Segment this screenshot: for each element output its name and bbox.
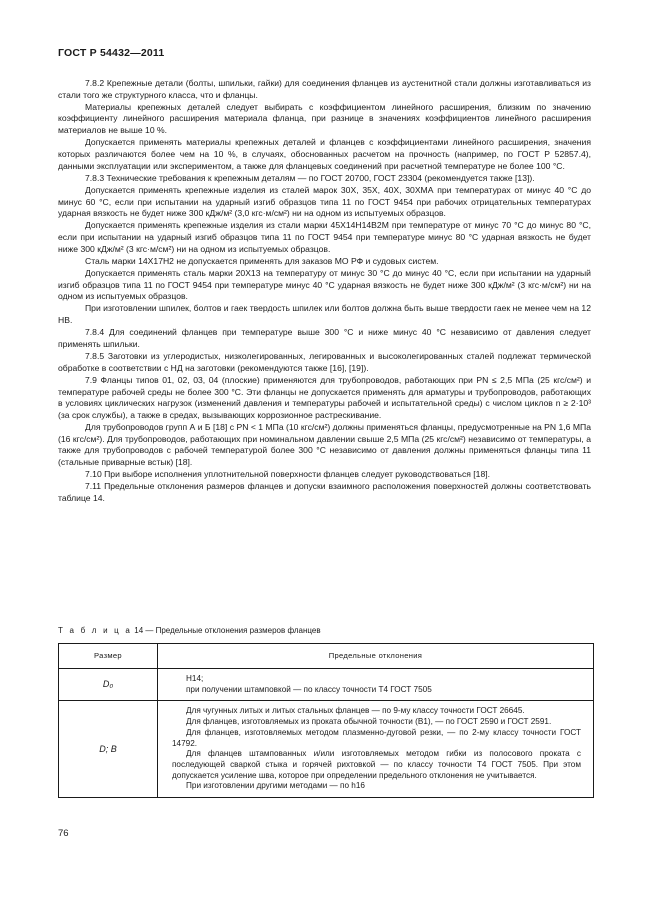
paragraph: Материалы крепежных деталей следует выбирать с коэффициентом линейного расширения, близким по значению коэффициенту линейного расширения материала фланца, при разнице в значениях коэффициентов линейного расширения материалов не выше 10 %.: [58, 101, 591, 136]
deviation-table: [58, 643, 594, 798]
size-cell: D₀: [59, 669, 158, 701]
table-row: [59, 701, 594, 798]
paragraph: Допускается применять крепежные изделия из сталей марок 30Х, 35Х, 40Х, 30ХМА при температурах от минус 40 °С до минус 60 °С, если при испытании на ударный изгиб образцов типа 11 по ГОСТ 9454 при рабочих отрицательных температурах ударная вязкость не будет ниже 300 кДж/м² (3,0 кгс·м/см²) ни на одном из испытуемых образцов.: [58, 184, 591, 219]
paragraph: Сталь марки 14Х17Н2 не допускается применять для заказов МО РФ и судовых систем.: [85, 255, 439, 266]
deviation-line: Для фланцев, изготовляемых методом плазменно-дуговой резки, — по 2-му классу точности ГОСТ 14792.: [172, 727, 581, 748]
paragraph: Для трубопроводов групп А и Б [18] с PN < 1 МПа (10 кгс/см²) должны применяться фланцы, предусмотренные на PN 1,6 МПа (16 кгс/см²). Для трубопроводов, работающих при номинальном давлении свыше 2,5 МПа (25 кгс/см²) независимо от температуры, а также для трубопроводов с рабочей температурой более 300 °С независимо от давления должны применяться фланцы типа 11 (стальные приварные встык) [18].: [58, 422, 591, 467]
deviation-line: При изготовлении другими методами — по h16: [186, 781, 365, 791]
page-number: 76: [58, 828, 69, 839]
deviation-line: Для фланцев штампованных и/или изготовляемых методом гибки из полосового проката с последующей сваркой стыка и горячей рихтовкой — по классу точности Т4 ГОСТ 7505. При этом допускается усиление шва, которое при определении предельного отклонения не учитывается.: [172, 749, 581, 780]
table-caption: [58, 626, 591, 635]
column-header-deviation: Предельные отклонения: [158, 644, 594, 669]
deviation-line: Для фланцев, изготовляемых из проката обычной точности (В1), — по ГОСТ 2590 и ГОСТ 2591.: [186, 717, 552, 727]
deviation-cell: [158, 669, 594, 701]
paragraph: 7.11 Предельные отклонения размеров фланцев и допуски взаимного расположения поверхностей должны соответствовать таблице 14.: [58, 481, 591, 503]
table-caption-prefix: Т а б л и ц а: [58, 626, 133, 635]
deviation-line: Для чугунных литых и литых стальных фланцев — по 9-му классу точности ГОСТ 26645.: [186, 706, 525, 716]
deviation-cell: [158, 701, 594, 798]
table-header-row: [59, 644, 594, 669]
paragraph: 7.10 При выборе исполнения уплотнительной поверхности фланцев следует руководствоваться [18].: [85, 469, 491, 480]
document-header: ГОСТ Р 54432—2011: [58, 47, 165, 59]
paragraph: 7.8.4 Для соединений фланцев при температуре выше 300 °С и ниже минус 40 °С независимо от давления следует применять шпильки.: [58, 327, 591, 349]
paragraph: Допускается применять крепежные изделия из стали марки 45Х14Н14В2М при температуре от минус 70 °С до минус 80 °С, если при испытании на ударный изгиб образцов типа 11 по ГОСТ 9454 при температуре минус 80 °С ударная вязкость не будет ниже 300 кДж/м² (3 кгс·м/см²) ни на одном из испытуемых образцов.: [58, 220, 591, 254]
paragraph: 7.8.3 Технические требования к крепежным деталям — по ГОСТ 20700, ГОСТ 23304 (рекомендуется также [13]).: [85, 172, 535, 183]
size-cell: D; B: [59, 701, 158, 798]
paragraph: 7.8.5 Заготовки из углеродистых, низколегированных, легированных и высоколегированных сталей подлежат термической обработке в соответствии с НД на заготовки (рекомендуются также [16], [19]).: [58, 351, 591, 373]
deviation-line: при получении штамповкой — по классу точности Т4 ГОСТ 7505: [186, 684, 432, 694]
deviation-line: H14;: [186, 674, 204, 683]
column-header-size: Размер: [59, 644, 158, 669]
paragraph: Допускается применять материалы крепежных деталей и фланцев с коэффициентами линейного расширения, значения которых различаются более чем на 10 %, в случаях, обоснованных расчетом на прочность (например, по ГОСТ Р 52857.4), данными эксплуатации или экспериментом, а также для фланцевых соединений при расчетной температуре не более 100 °С.: [58, 137, 591, 171]
body-text: [58, 78, 591, 505]
paragraph: При изготовлении шпилек, болтов и гаек твердость шпилек или болтов должна быть выше твердости гаек не менее чем на 12 НВ.: [58, 303, 591, 326]
paragraph: 7.8.2 Крепежные детали (болты, шпильки, гайки) для соединения фланцев из аустенитной стали должны изготавливаться из стали того же структурного класса, что и фланцы.: [58, 78, 591, 100]
table-row: [59, 669, 594, 701]
table-caption-text: 14 — Предельные отклонения размеров фланцев: [134, 626, 321, 635]
paragraph: Допускается применять сталь марки 20Х13 на температуру от минус 30 °С до минус 40 °С, если при испытании на ударный изгиб образцов типа 11 по ГОСТ 9454 при температуре минус 40 °С ударная вязкость не будет ниже 300 кДж/м² (3 кгс·м/см²) ни на одном из испытуемых образцов.: [58, 268, 591, 302]
paragraph: 7.9 Фланцы типов 01, 02, 03, 04 (плоские) применяются для трубопроводов, работающих при PN ≤ 2,5 МПа (25 кгс/см²) и температуре рабочей среды не более 300 °С. Эти фланцы не допускается применять для арматуры и трубопроводов, работающих в условиях циклических нагрузок (изменений давления и температуры рабочей и испытательной среды) с числом циклов n ≥ 2·10³ (за срок службы), а также в средах, вызывающих коррозионное растрескивание.: [58, 374, 591, 420]
